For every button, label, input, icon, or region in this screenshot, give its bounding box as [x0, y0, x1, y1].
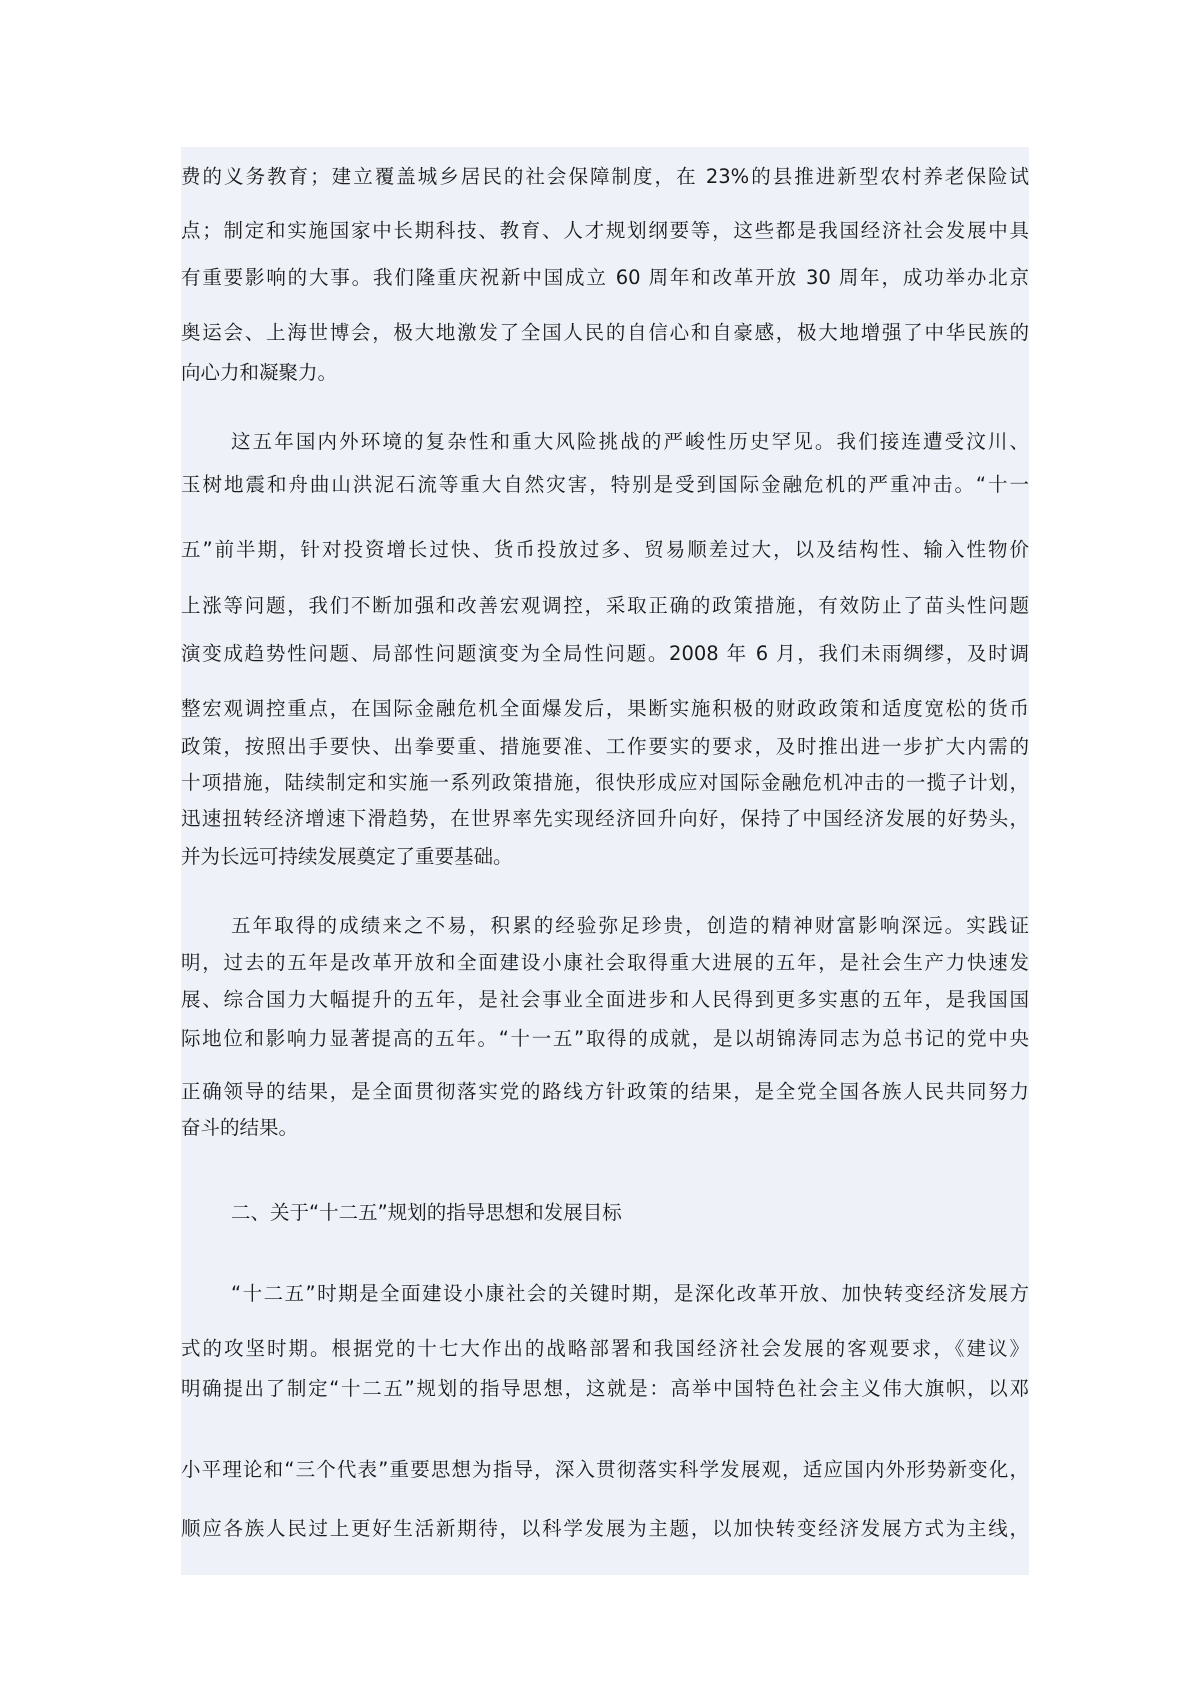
- paragraph-3-line-2: 明，过去的五年是改革开放和全面建设小康社会取得重大进展的五年，是社会生产力快速发: [181, 951, 1029, 974]
- paragraph-4-line-1: “十二五”时期是全面建设小康社会的关键时期，是深化改革开放、加快转变经济发展方: [231, 1282, 1029, 1305]
- paragraph-2-line-6: 整宏观调控重点，在国际金融危机全面爆发后，果断实施积极的财政政策和适度宽松的货币: [181, 697, 1029, 720]
- paragraph-2-line-4: 上涨等问题，我们不断加强和改善宏观调控，采取正确的政策措施，有效防止了苗头性问题: [181, 594, 1029, 617]
- paragraph-3-line-5: 正确领导的结果，是全面贯彻落实党的路线方针政策的结果，是全党全国各族人民共同努力: [181, 1080, 1029, 1103]
- paragraph-4-line-5: 顺应各族人民过上更好生活新期待，以科学发展为主题，以加快转变经济发展方式为主线，: [181, 1517, 1029, 1540]
- paragraph-3-line-3: 展、综合国力大幅提升的五年，是社会事业全面进步和人民得到更多实惠的五年，是我国国: [181, 988, 1029, 1011]
- paragraph-2-line-7: 政策，按照出手要快、出拳要重、措施要准、工作要实的要求，及时推出进一步扩大内需的: [181, 735, 1029, 758]
- paragraph-1-line-4: 奥运会、上海世博会，极大地激发了全国人民的自信心和自豪感，极大地增强了中华民族的: [181, 321, 1029, 344]
- paragraph-4-line-2: 式的攻坚时期。根据党的十七大作出的战略部署和我国经济社会发展的客观要求，《建议》: [181, 1337, 1029, 1360]
- paragraph-2-line-9: 迅速扭转经济增速下滑趋势，在世界率先实现经济回升向好，保持了中国经济发展的好势头，: [181, 807, 1029, 830]
- paragraph-2-line-5: 演变成趋势性问题、局部性问题演变为全局性问题。2008 年 6 月，我们未雨绸缪，及时调: [181, 642, 1029, 665]
- paragraph-2-line-1: 这五年国内外环境的复杂性和重大风险挑战的严峻性历史罕见。我们接连遭受汶川、: [231, 430, 1029, 453]
- paragraph-1-line-3: 有重要影响的大事。我们隆重庆祝新中国成立 60 周年和改革开放 30 周年，成功举办北京: [181, 266, 1029, 289]
- paragraph-2-line-10: 并为长远可持续发展奠定了重要基础。: [181, 845, 513, 868]
- paragraph-3-line-4: 际地位和影响力显著提高的五年。“十一五”取得的成就，是以胡锦涛同志为总书记的党中央: [181, 1027, 1029, 1050]
- section-heading: 二、关于“十二五”规划的指导思想和发展目标: [231, 1201, 622, 1224]
- paragraph-1-line-2: 点；制定和实施国家中长期科技、教育、人才规划纲要等，这些都是我国经济社会发展中具: [181, 219, 1029, 242]
- paragraph-2-line-8: 十项措施，陆续制定和实施一系列政策措施，很快形成应对国际金融危机冲击的一揽子计划，: [181, 771, 1029, 794]
- paragraph-1-line-5: 向心力和凝聚力。: [181, 361, 338, 384]
- paragraph-3-line-6: 奋斗的结果。: [181, 1116, 299, 1139]
- paragraph-1-line-1: 费的义务教育；建立覆盖城乡居民的社会保障制度，在 23%的县推进新型农村养老保险试: [181, 165, 1029, 188]
- paragraph-4-line-3: 明确提出了制定“十二五”规划的指导思想，这就是：高举中国特色社会主义伟大旗帜，以邓: [181, 1377, 1029, 1400]
- paragraph-3-line-1: 五年取得的成绩来之不易，积累的经验弥足珍贵，创造的精神财富影响深远。实践证: [231, 914, 1029, 937]
- paragraph-2-line-3: 五”前半期，针对投资增长过快、货币投放过多、贸易顺差过大，以及结构性、输入性物价: [181, 538, 1029, 561]
- paragraph-2-line-2: 玉树地震和舟曲山洪泥石流等重大自然灾害，特别是受到国际金融危机的严重冲击。“十一: [181, 473, 1029, 496]
- paragraph-4-line-4: 小平理论和“三个代表”重要思想为指导，深入贯彻落实科学发展观，适应国内外形势新变化，: [181, 1458, 1029, 1481]
